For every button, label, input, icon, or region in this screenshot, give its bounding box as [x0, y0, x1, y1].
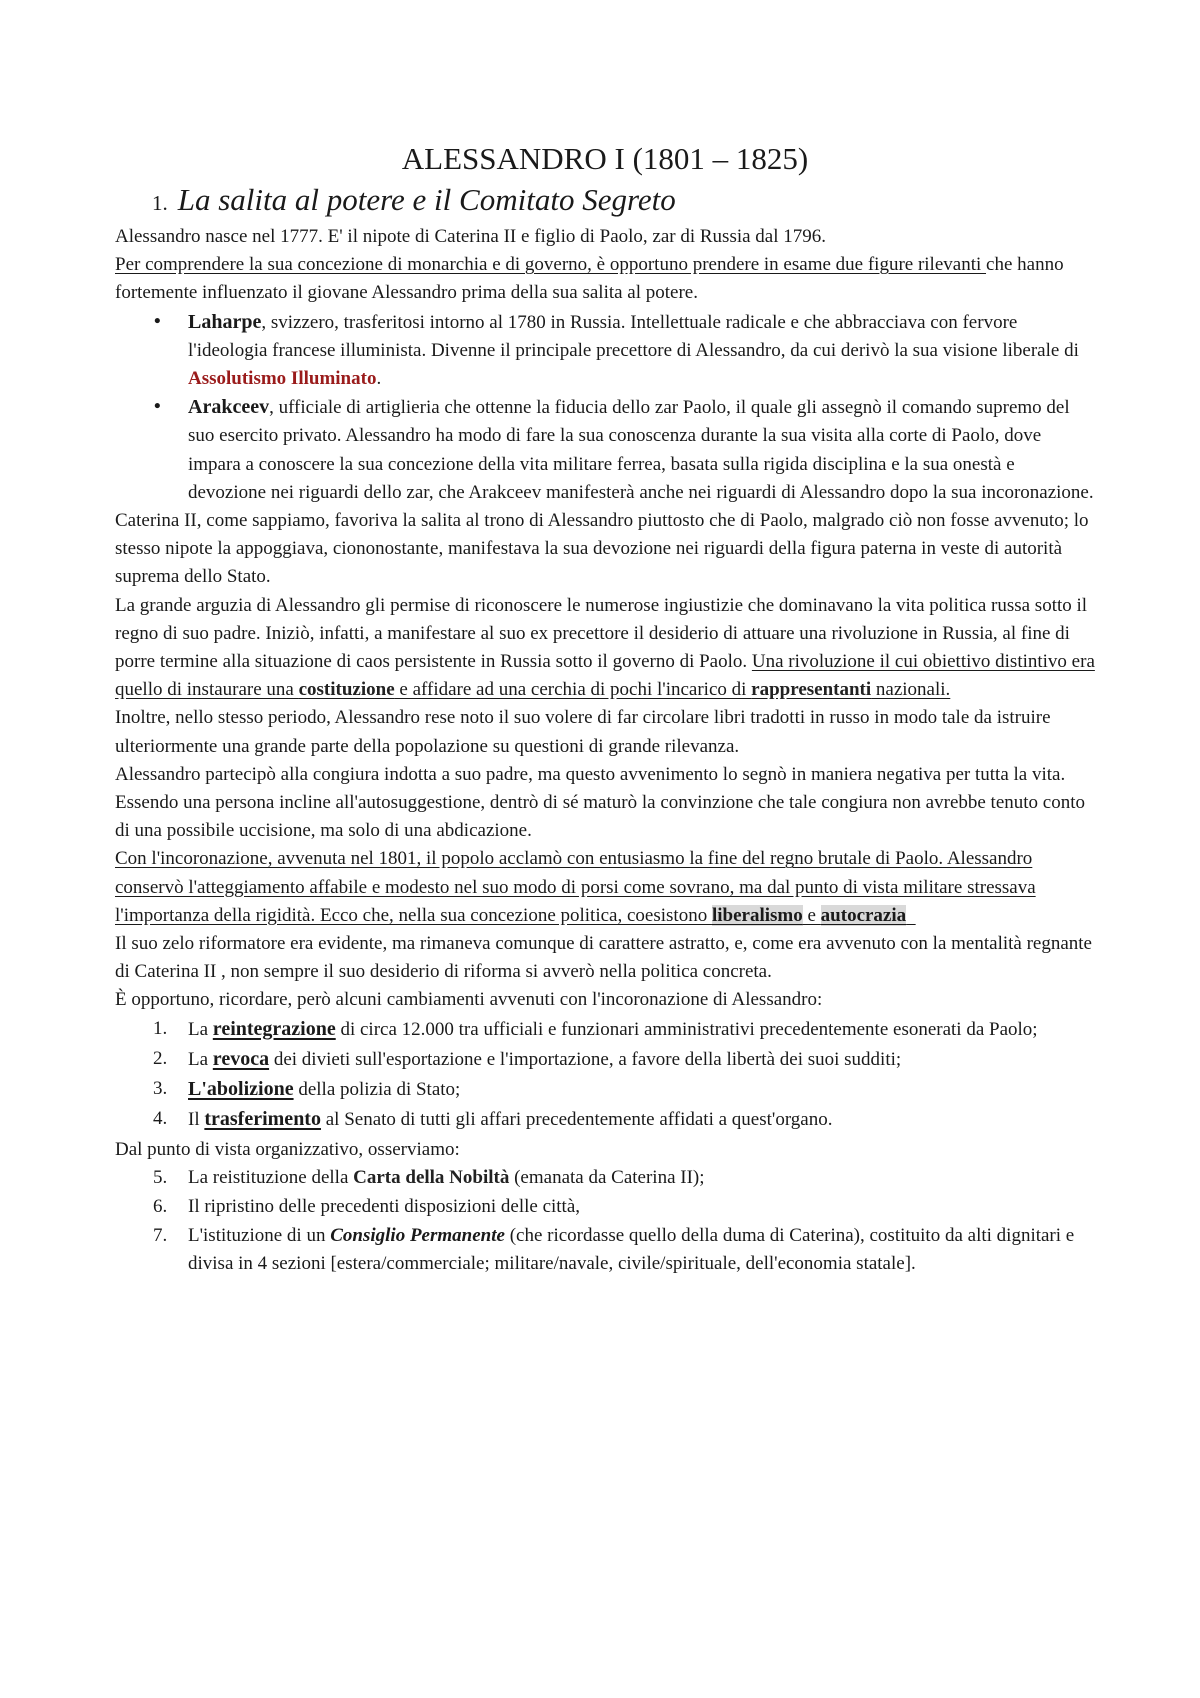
document-page — [115, 140, 1095, 1280]
list-item — [115, 1075, 1095, 1104]
paragraph-text: che hanno fortemente influenzato il giovane Alessandro prima della sua salita al potere. — [115, 254, 1064, 304]
figures-list — [115, 308, 1095, 507]
section-heading — [152, 180, 1095, 223]
list-number: 3. — [153, 1078, 168, 1100]
punctuation: . — [376, 368, 382, 390]
paragraph-organizational: Dal punto di vista organizzativo, osserviamo: — [115, 1138, 460, 1160]
list-item — [115, 393, 1095, 507]
figure-text: , svizzero, trasferitosi intorno al 1780 in Russia. Intellettuale radicale e che abbracciava con fervore l'ideologia francese illuminista. Divenne il principale precettore di Alessandro, da cui derivò la sua visione liberale di — [188, 311, 1079, 361]
list-number: 4. — [153, 1108, 168, 1130]
key-term: Consiglio Permanente — [330, 1225, 505, 1247]
list-text: La — [188, 1048, 213, 1070]
key-term: trasferimento — [204, 1108, 321, 1131]
list-text: al Senato di tutti gli affari precedentemente affidati a quest'organo. — [320, 1109, 833, 1131]
organization-list — [115, 1164, 1095, 1279]
list-text: (emanata da Caterina II); — [509, 1166, 705, 1188]
figure-name: Laharpe — [188, 310, 262, 333]
list-item — [115, 1222, 1095, 1278]
list-item — [115, 308, 1095, 394]
list-text: Il ripristino delle precedenti disposizioni delle città, — [188, 1195, 581, 1217]
list-text: di circa 12.000 tra ufficiali e funzionari amministrativi precedentemente esonerati da Paolo; — [335, 1018, 1038, 1040]
list-number: 2. — [153, 1047, 168, 1069]
bullet-icon: • — [154, 396, 161, 418]
list-text: Il — [188, 1109, 205, 1131]
paragraph-changes: È opportuno, ricordare, però alcuni cambiamenti avvenuti con l'incoronazione di Alessandro: — [115, 989, 823, 1011]
underlined-text-part: nazionali. — [871, 679, 951, 701]
key-term: revoca — [212, 1047, 270, 1070]
list-number: 1. — [153, 1017, 168, 1039]
paragraph-intro: Alessandro nasce nel 1777. E' il nipote di Caterina II e figlio di Paolo, zar di Russia dal 1796. — [115, 226, 827, 247]
list-item — [115, 1193, 1095, 1221]
bold-term: rappresentanti — [751, 679, 872, 701]
list-item — [115, 1045, 1095, 1074]
list-number: 6. — [153, 1195, 168, 1217]
highlight-term: liberalismo — [711, 904, 803, 926]
paragraph-books: Inoltre, nello stesso periodo, Alessandro rese noto il suo volere di far circolare libri tradotti in russo in modo tale da istruire ulteriormente una grande parte della popolazione su questioni di grande rilevanza. — [115, 707, 1051, 757]
key-term: reintegrazione — [212, 1017, 336, 1040]
key-term: L'abolizione — [188, 1078, 294, 1101]
highlight-term: Assolutismo Illuminato — [188, 368, 377, 390]
figure-text: , ufficiale di artiglieria che ottenne la fiducia dello zar Paolo, il quale gli assegnò il comando supremo del suo esercito privato. Alessandro ha modo di fare la sua conoscenza durante la sua visita alla corte di Paolo, dove impara a conoscere la sua concezione della vita militare ferrea, basata sulla rigida disciplina e la sua onestà e devozione nei riguardi dello zar, che Arakceev manifesterà anche nei riguardi di Alessandro dopo la sua incoronazione. — [188, 397, 1094, 503]
underlined-text-part: Una rivoluzione il cui obiettivo distintivo era quello di instaurare una — [115, 651, 1095, 701]
paragraph-coronation — [115, 845, 1095, 930]
page-title: ALESSANDRO I (1801 – 1825) — [401, 141, 809, 176]
figure-name: Arakceev — [188, 396, 270, 419]
list-text: della polizia di Stato; — [293, 1079, 461, 1101]
list-text: (che ricordasse quello della duma di Caterina), costituito da alti dignitari e divisa in 4 sezioni [estera/commerciale; militare/navale, civile/spirituale, dell'economia statale]. — [188, 1225, 1075, 1275]
bullet-icon: • — [154, 310, 161, 332]
list-text: La — [188, 1018, 213, 1040]
list-number: 5. — [153, 1166, 168, 1188]
bold-term: costituzione — [298, 679, 395, 701]
list-text: La reistituzione della — [188, 1166, 354, 1188]
underlined-text-part: e affidare ad una cerchia di pochi l'incarico di — [394, 679, 752, 701]
paragraph-revolution — [115, 592, 1095, 705]
underlined-text-part — [906, 905, 916, 926]
paragraph-conspiracy: Alessandro partecipò alla congiura indotta a suo padre, ma questo avvenimento lo segnò in maniera negativa per tutta la vita. Essendo una persona incline all'autosuggestione, dentrò di sé maturò la convinzione che tale congiura non avrebbe tenuto conto di una possibile uccisione, ma solo di una abdicazione. — [115, 763, 1086, 842]
list-item — [115, 1164, 1095, 1192]
changes-list — [115, 1015, 1095, 1135]
list-item — [115, 1105, 1095, 1134]
paragraph-figures — [115, 251, 1095, 307]
list-number: 7. — [153, 1225, 168, 1247]
list-text: L'istituzione di un — [188, 1225, 331, 1247]
underlined-text: Per comprendere la sua concezione di monarchia e di governo, è opportuno prendere in esame due figure rilevanti — [115, 254, 987, 276]
list-text: dei divieti sull'esportazione e l'importazione, a favore della libertà dei suoi sudditi; — [269, 1048, 902, 1070]
section-title: La salita al potere e il Comitato Segreto — [177, 182, 676, 217]
highlight-term: autocrazia — [820, 904, 907, 926]
underlined-text-part: e — [802, 904, 821, 926]
section-number: 1. — [152, 191, 168, 215]
list-item — [115, 1015, 1095, 1044]
paragraph-text: La grande arguzia di Alessandro gli permise di riconoscere le numerose ingiustizie che dominavano la vita politica russa sotto il regno di suo padre. Iniziò, infatti, a manifestare al suo ex precettore il desiderio di attuare una rivoluzione in Russia, al fine di porre termine alla situazione di caos persistente in Russia sotto il governo di Paolo. — [115, 594, 1088, 673]
underlined-text-part: Con l'incoronazione, avvenuta nel 1801, il popolo acclamò con entusiasmo la fine del regno brutale di Paolo. Alessandro conservò l'atteggiamento affabile e modesto nel suo modo di porsi come sovrano, ma dal punto di vista militare stressava l'importanza della rigidità. Ecco che, nella sua concezione politica, coesistono — [115, 848, 1036, 926]
key-term: Carta della Nobiltà — [353, 1166, 510, 1188]
paragraph-zeal: Il suo zelo riformatore era evidente, ma rimaneva comunque di carattere astratto, e, come era avvenuto con la mentalità regnante di Caterina II , non sempre il suo desiderio di riforma si avverò nella politica concreta. — [115, 933, 1092, 983]
paragraph-caterina: Caterina II, come sappiamo, favoriva la salita al trono di Alessandro piuttosto che di Paolo, malgrado ciò non fosse avvenuto; lo stesso nipote la appoggiava, ciononostante, manifestava la sua devozione nei riguardi della figura paterna in veste di autorità suprema dello Stato. — [115, 510, 1089, 588]
underlined-text — [115, 848, 1036, 925]
